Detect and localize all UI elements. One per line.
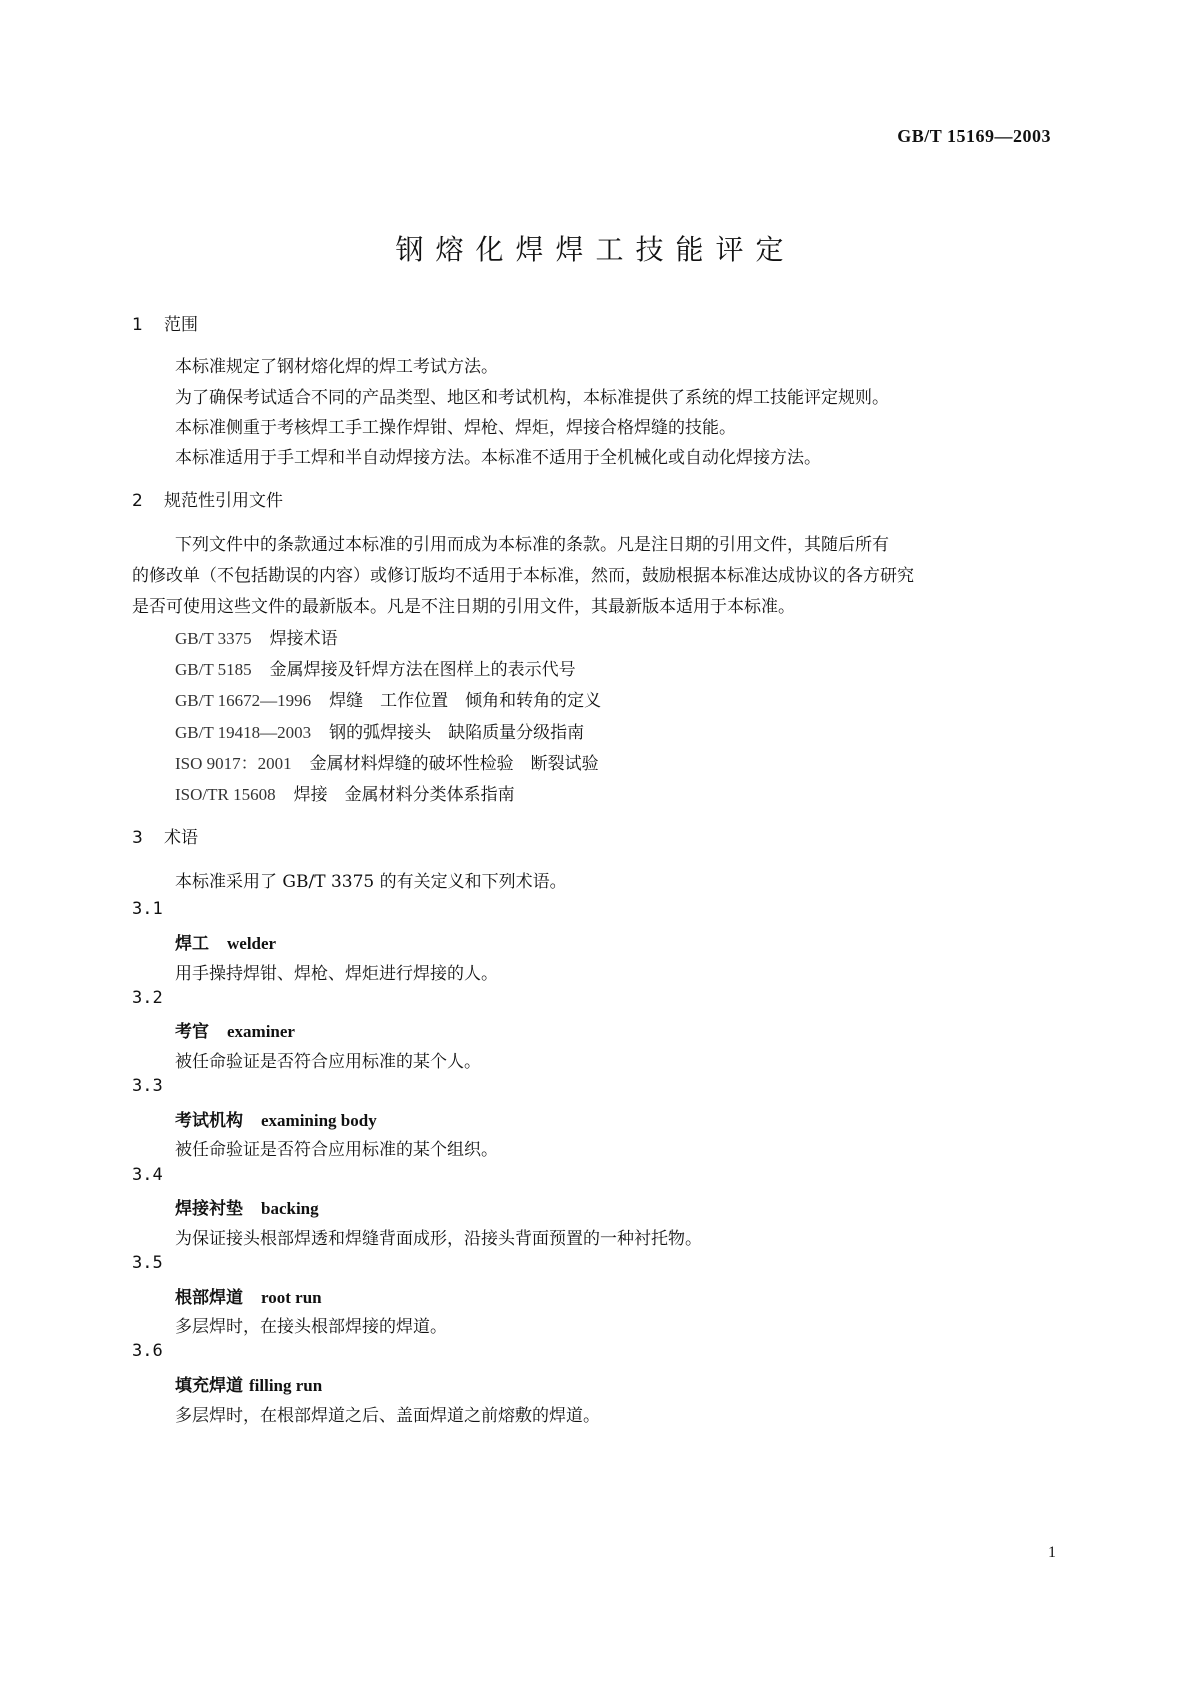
term-definition: 为保证接头根部焊透和焊缝背面成形，沿接头背面预置的一种衬托物。: [175, 1229, 702, 1249]
term-number: 3.3: [132, 1076, 163, 1096]
reference-title: 焊接术语: [269, 629, 338, 649]
reference-title: 钢的弧焊接头 缺陷质量分级指南: [329, 723, 585, 743]
reference-title: 金属材料焊缝的破坏性检验 断裂试验: [309, 754, 599, 774]
reference-item: [175, 686, 601, 711]
reference-title: 焊接 金属材料分类体系指南: [293, 785, 515, 805]
term-name: [175, 1106, 377, 1131]
section-number: 2: [132, 491, 143, 511]
standard-number: GB/T 15169—2003: [897, 126, 1051, 146]
term-definition: 用手操持焊钳、焊枪、焊炬进行焊接的人。: [175, 964, 498, 984]
term-definition: 被任命验证是否符合应用标准的某个组织。: [175, 1140, 498, 1160]
reference-code: ISO/TR 15608: [175, 785, 276, 804]
term-name-zh: 考官: [175, 1022, 209, 1042]
scope-paragraph: 本标准适用于手工焊和半自动焊接方法。本标准不适用于全机械化或自动化焊接方法。: [175, 448, 821, 468]
term-definition: 被任命验证是否符合应用标准的某个人。: [175, 1052, 481, 1072]
term-name: [175, 929, 276, 954]
term-name-en: examiner: [227, 1022, 295, 1041]
reference-item: [175, 780, 515, 805]
scope-paragraph: 本标准侧重于考核焊工手工操作焊钳、焊枪、焊炬，焊接合格焊缝的技能。: [175, 418, 736, 438]
section-2-heading: [132, 486, 283, 511]
term-number: 3.1: [132, 899, 163, 919]
reference-title: 金属焊接及钎焊方法在图样上的表示代号: [269, 660, 576, 680]
term-name-en: backing: [261, 1199, 319, 1218]
section-number: 1: [132, 315, 143, 335]
term-number: 3.5: [132, 1253, 163, 1273]
section-title: 规范性引用文件: [164, 491, 283, 511]
section-3-heading: [132, 823, 198, 848]
refs-intro-line: 下列文件中的条款通过本标准的引用而成为本标准的条款。凡是注日期的引用文件，其随后所有: [175, 535, 889, 555]
reference-code: GB/T 16672—1996: [175, 691, 312, 710]
term-name-zh: 焊工: [175, 934, 209, 954]
reference-item: [175, 749, 599, 774]
term-name-zh: 填充焊道: [175, 1376, 243, 1396]
term-name: [175, 1017, 295, 1042]
reference-code: GB/T 5185: [175, 660, 252, 679]
term-definition: 多层焊时，在接头根部焊接的焊道。: [175, 1317, 447, 1337]
reference-code: GB/T 3375: [175, 629, 252, 648]
reference-code: GB/T 19418—2003: [175, 723, 312, 742]
page-number: 1: [1048, 1544, 1056, 1561]
term-number: 3.6: [132, 1341, 163, 1361]
section-title: 范围: [164, 315, 198, 335]
term-number: 3.2: [132, 988, 163, 1008]
reference-item: [175, 655, 576, 680]
term-number: 3.4: [132, 1165, 163, 1185]
section-1-heading: [132, 310, 198, 335]
reference-code: ISO 9017：2001: [175, 754, 292, 773]
refs-intro-line: 是否可使用这些文件的最新版本。凡是不注日期的引用文件，其最新版本适用于本标准。: [132, 597, 795, 617]
term-name-en: welder: [227, 934, 277, 953]
scope-paragraph: 为了确保考试适合不同的产品类型、地区和考试机构，本标准提供了系统的焊工技能评定规则。: [175, 388, 889, 408]
section-number: 3: [132, 828, 143, 848]
section-title: 术语: [164, 828, 198, 848]
term-name: [175, 1194, 319, 1219]
term-name-en: filling run: [249, 1376, 323, 1395]
reference-item: [175, 624, 338, 649]
term-definition: 多层焊时，在根部焊道之后、盖面焊道之前熔敷的焊道。: [175, 1406, 600, 1426]
term-name-zh: 考试机构: [175, 1111, 243, 1131]
refs-intro-line: 的修改单（不包括勘误的内容）或修订版均不适用于本标准，然而，鼓励根据本标准达成协议的各方研究: [132, 566, 914, 586]
term-name-en: examining body: [261, 1111, 377, 1130]
term-name-zh: 焊接衬垫: [175, 1199, 243, 1219]
term-name: [175, 1283, 322, 1308]
term-name-zh: 根部焊道: [175, 1288, 243, 1308]
reference-item: [175, 718, 584, 743]
reference-title: 焊缝 工作位置 倾角和转角的定义: [329, 691, 602, 711]
term-name-en: root run: [261, 1288, 322, 1307]
term-name: [175, 1371, 322, 1396]
document-title: 钢熔化焊焊工技能评定: [395, 233, 796, 266]
terms-intro: 本标准采用了 GB/T 3375 的有关定义和下列术语。: [175, 872, 567, 892]
scope-paragraph: 本标准规定了钢材熔化焊的焊工考试方法。: [175, 357, 498, 377]
